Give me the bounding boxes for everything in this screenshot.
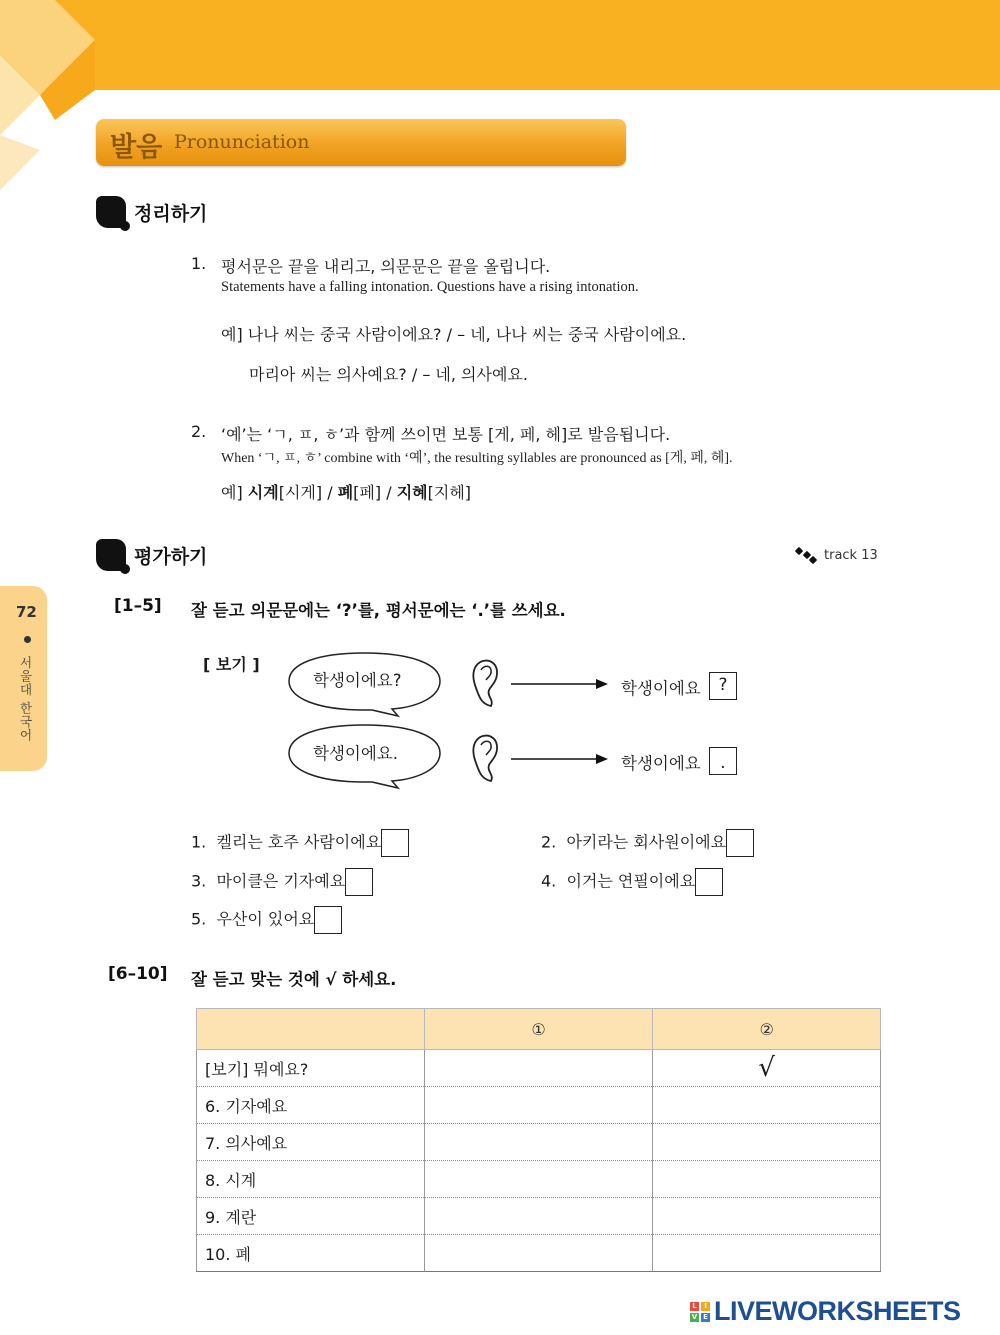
table-row: [197, 1124, 881, 1161]
book-title: 서울대 한국어: [18, 656, 33, 742]
arrow-right-icon: [510, 676, 610, 692]
checkmark-icon: √: [758, 1053, 775, 1083]
item-text: 켈리는 호주 사람이에요: [216, 832, 382, 852]
rule2-example-pron2: [페]: [353, 483, 382, 502]
logo-letter: I: [701, 1302, 710, 1311]
rule1-number: 1.: [191, 254, 207, 273]
option-1-cell[interactable]: [424, 1087, 653, 1124]
logo-grid-icon: [690, 1302, 710, 1322]
option-2-cell[interactable]: [653, 1161, 881, 1198]
rule2-example-prefix: 예]: [221, 483, 243, 502]
table-row: [197, 1087, 881, 1124]
row-label: 10. 폐: [197, 1235, 425, 1272]
track-icon: [796, 546, 818, 564]
q1-item-2: [541, 829, 754, 857]
bubble-2-text: 학생이에요.: [313, 744, 398, 763]
pronunciation-banner: [96, 119, 626, 166]
option-2-cell[interactable]: [653, 1198, 881, 1235]
rule1-ko: 평서문은 끝을 내리고, 의문문은 끝을 올립니다.: [221, 257, 551, 276]
option-1-cell[interactable]: [424, 1161, 653, 1198]
rule2-example: [221, 480, 471, 503]
rule2-example-word2: 폐: [337, 483, 354, 502]
banner-title-ko: 발음: [110, 132, 163, 163]
logo-letter: L: [690, 1302, 699, 1311]
rule2-number: 2.: [191, 422, 207, 441]
summary-title: 정리하기: [134, 202, 208, 225]
rule2-example-sep2: /: [386, 483, 392, 502]
section-badge-icon: [96, 539, 126, 571]
rule2-en: When ‘ㄱ, ㅍ, ㅎ’ combine with ‘예’, the resulting syllables are pronounced as [게, 페, 헤].: [221, 451, 733, 466]
summary-heading: [96, 196, 207, 228]
item-number: 4.: [541, 871, 557, 891]
answer-box-2[interactable]: [726, 829, 754, 857]
logo-letter: V: [691, 1312, 698, 1321]
rule1-en: Statements have a falling intonation. Questions have a rising intonation.: [221, 279, 639, 295]
example-result-1: 학생이에요: [621, 679, 701, 698]
rule2-example-pron3: [지헤]: [427, 483, 472, 502]
example-answer-box-2: .: [709, 747, 737, 775]
answer-box-5[interactable]: [314, 906, 342, 934]
liveworksheets-logo[interactable]: [690, 1296, 961, 1327]
item-number: 1.: [191, 832, 207, 852]
banner-title-en: Pronunciation: [174, 131, 310, 153]
audio-track[interactable]: [796, 546, 878, 564]
option-2-cell[interactable]: [653, 1087, 881, 1124]
q1-item-1: [191, 829, 409, 857]
q1-item-5: [191, 906, 342, 934]
q1-item-4: [541, 868, 723, 896]
bubble-1-text: 학생이에요?: [313, 671, 402, 690]
q2-range: [6–10]: [108, 964, 168, 984]
rule2-example-sep1: /: [327, 483, 333, 502]
item-text: 마이클은 기자예요: [216, 871, 346, 891]
table-row: [197, 1198, 881, 1235]
q1-instruction: 잘 듣고 의문문에는 ‘?’를, 평서문에는 ‘.’를 쓰세요.: [191, 601, 566, 620]
item-text: 이거는 연필이에요: [566, 871, 696, 891]
option-1-cell: [424, 1050, 653, 1087]
item-number: 3.: [191, 871, 207, 891]
table-row: [197, 1050, 881, 1087]
rule2-example-word3: 지혜: [396, 483, 428, 502]
table-header-option-1: ①: [424, 1009, 653, 1050]
row-label: 6. 기자예요: [197, 1087, 425, 1124]
ear-icon: [469, 731, 501, 785]
row-label: [보기] 뭐예요?: [197, 1050, 425, 1087]
option-1-cell[interactable]: [424, 1198, 653, 1235]
q1-item-3: [191, 868, 373, 896]
arrow-right-icon: [510, 751, 610, 767]
q2-instruction: 잘 듣고 맞는 것에 √ 하세요.: [191, 970, 397, 989]
option-1-cell[interactable]: [424, 1235, 653, 1272]
ear-icon: [469, 656, 501, 710]
side-dot-icon: [24, 636, 31, 643]
logo-letter: E: [701, 1313, 710, 1322]
row-label: 7. 의사예요: [197, 1124, 425, 1161]
table-header-blank: [197, 1009, 425, 1050]
q1-range: [1–5]: [114, 596, 162, 616]
row-label: 9. 계란: [197, 1198, 425, 1235]
option-2-cell[interactable]: [653, 1124, 881, 1161]
table-row: [197, 1161, 881, 1198]
table-row: [197, 1235, 881, 1272]
answer-box-3[interactable]: [345, 868, 373, 896]
example-label: [ 보기 ]: [203, 655, 260, 674]
answer-box-1[interactable]: [381, 829, 409, 857]
option-1-cell[interactable]: [424, 1124, 653, 1161]
evaluation-title: 평가하기: [134, 545, 208, 568]
rule2-example-word1: 시계: [247, 483, 279, 502]
rule1-example1: 예] 나나 씨는 중국 사람이에요? / – 네, 나나 씨는 중국 사람이에요.: [221, 325, 687, 344]
corner-decoration: [0, 0, 100, 200]
answer-table: [196, 1008, 881, 1272]
section-badge-icon: [96, 196, 126, 228]
example-result-2: 학생이에요: [621, 754, 701, 773]
rule2-ko: ‘예’는 ‘ㄱ, ㅍ, ㅎ’과 함께 쓰이면 보통 [게, 페, 헤]로 발음됩니다.: [221, 425, 671, 444]
top-color-band: [0, 0, 1000, 90]
item-number: 5.: [191, 909, 207, 929]
item-number: 2.: [541, 832, 557, 852]
page-number: 72: [16, 603, 37, 621]
item-text: 우산이 있어요: [216, 909, 315, 929]
table-header-option-2: ②: [653, 1009, 881, 1050]
option-2-cell[interactable]: [653, 1235, 881, 1272]
rule1-example2: 마리아 씨는 의사예요? / – 네, 의사예요.: [249, 365, 528, 384]
answer-box-4[interactable]: [695, 868, 723, 896]
track-label: track 13: [824, 547, 878, 563]
evaluation-heading: [96, 539, 207, 571]
example-answer-box-1: ?: [709, 672, 737, 700]
logo-text: LIVEWORKSHEETS: [714, 1296, 961, 1326]
item-text: 아키라는 회사원이에요: [566, 832, 727, 852]
rule2-example-pron1: [시게]: [278, 483, 323, 502]
row-label: 8. 시계: [197, 1161, 425, 1198]
option-2-cell: [653, 1050, 881, 1087]
